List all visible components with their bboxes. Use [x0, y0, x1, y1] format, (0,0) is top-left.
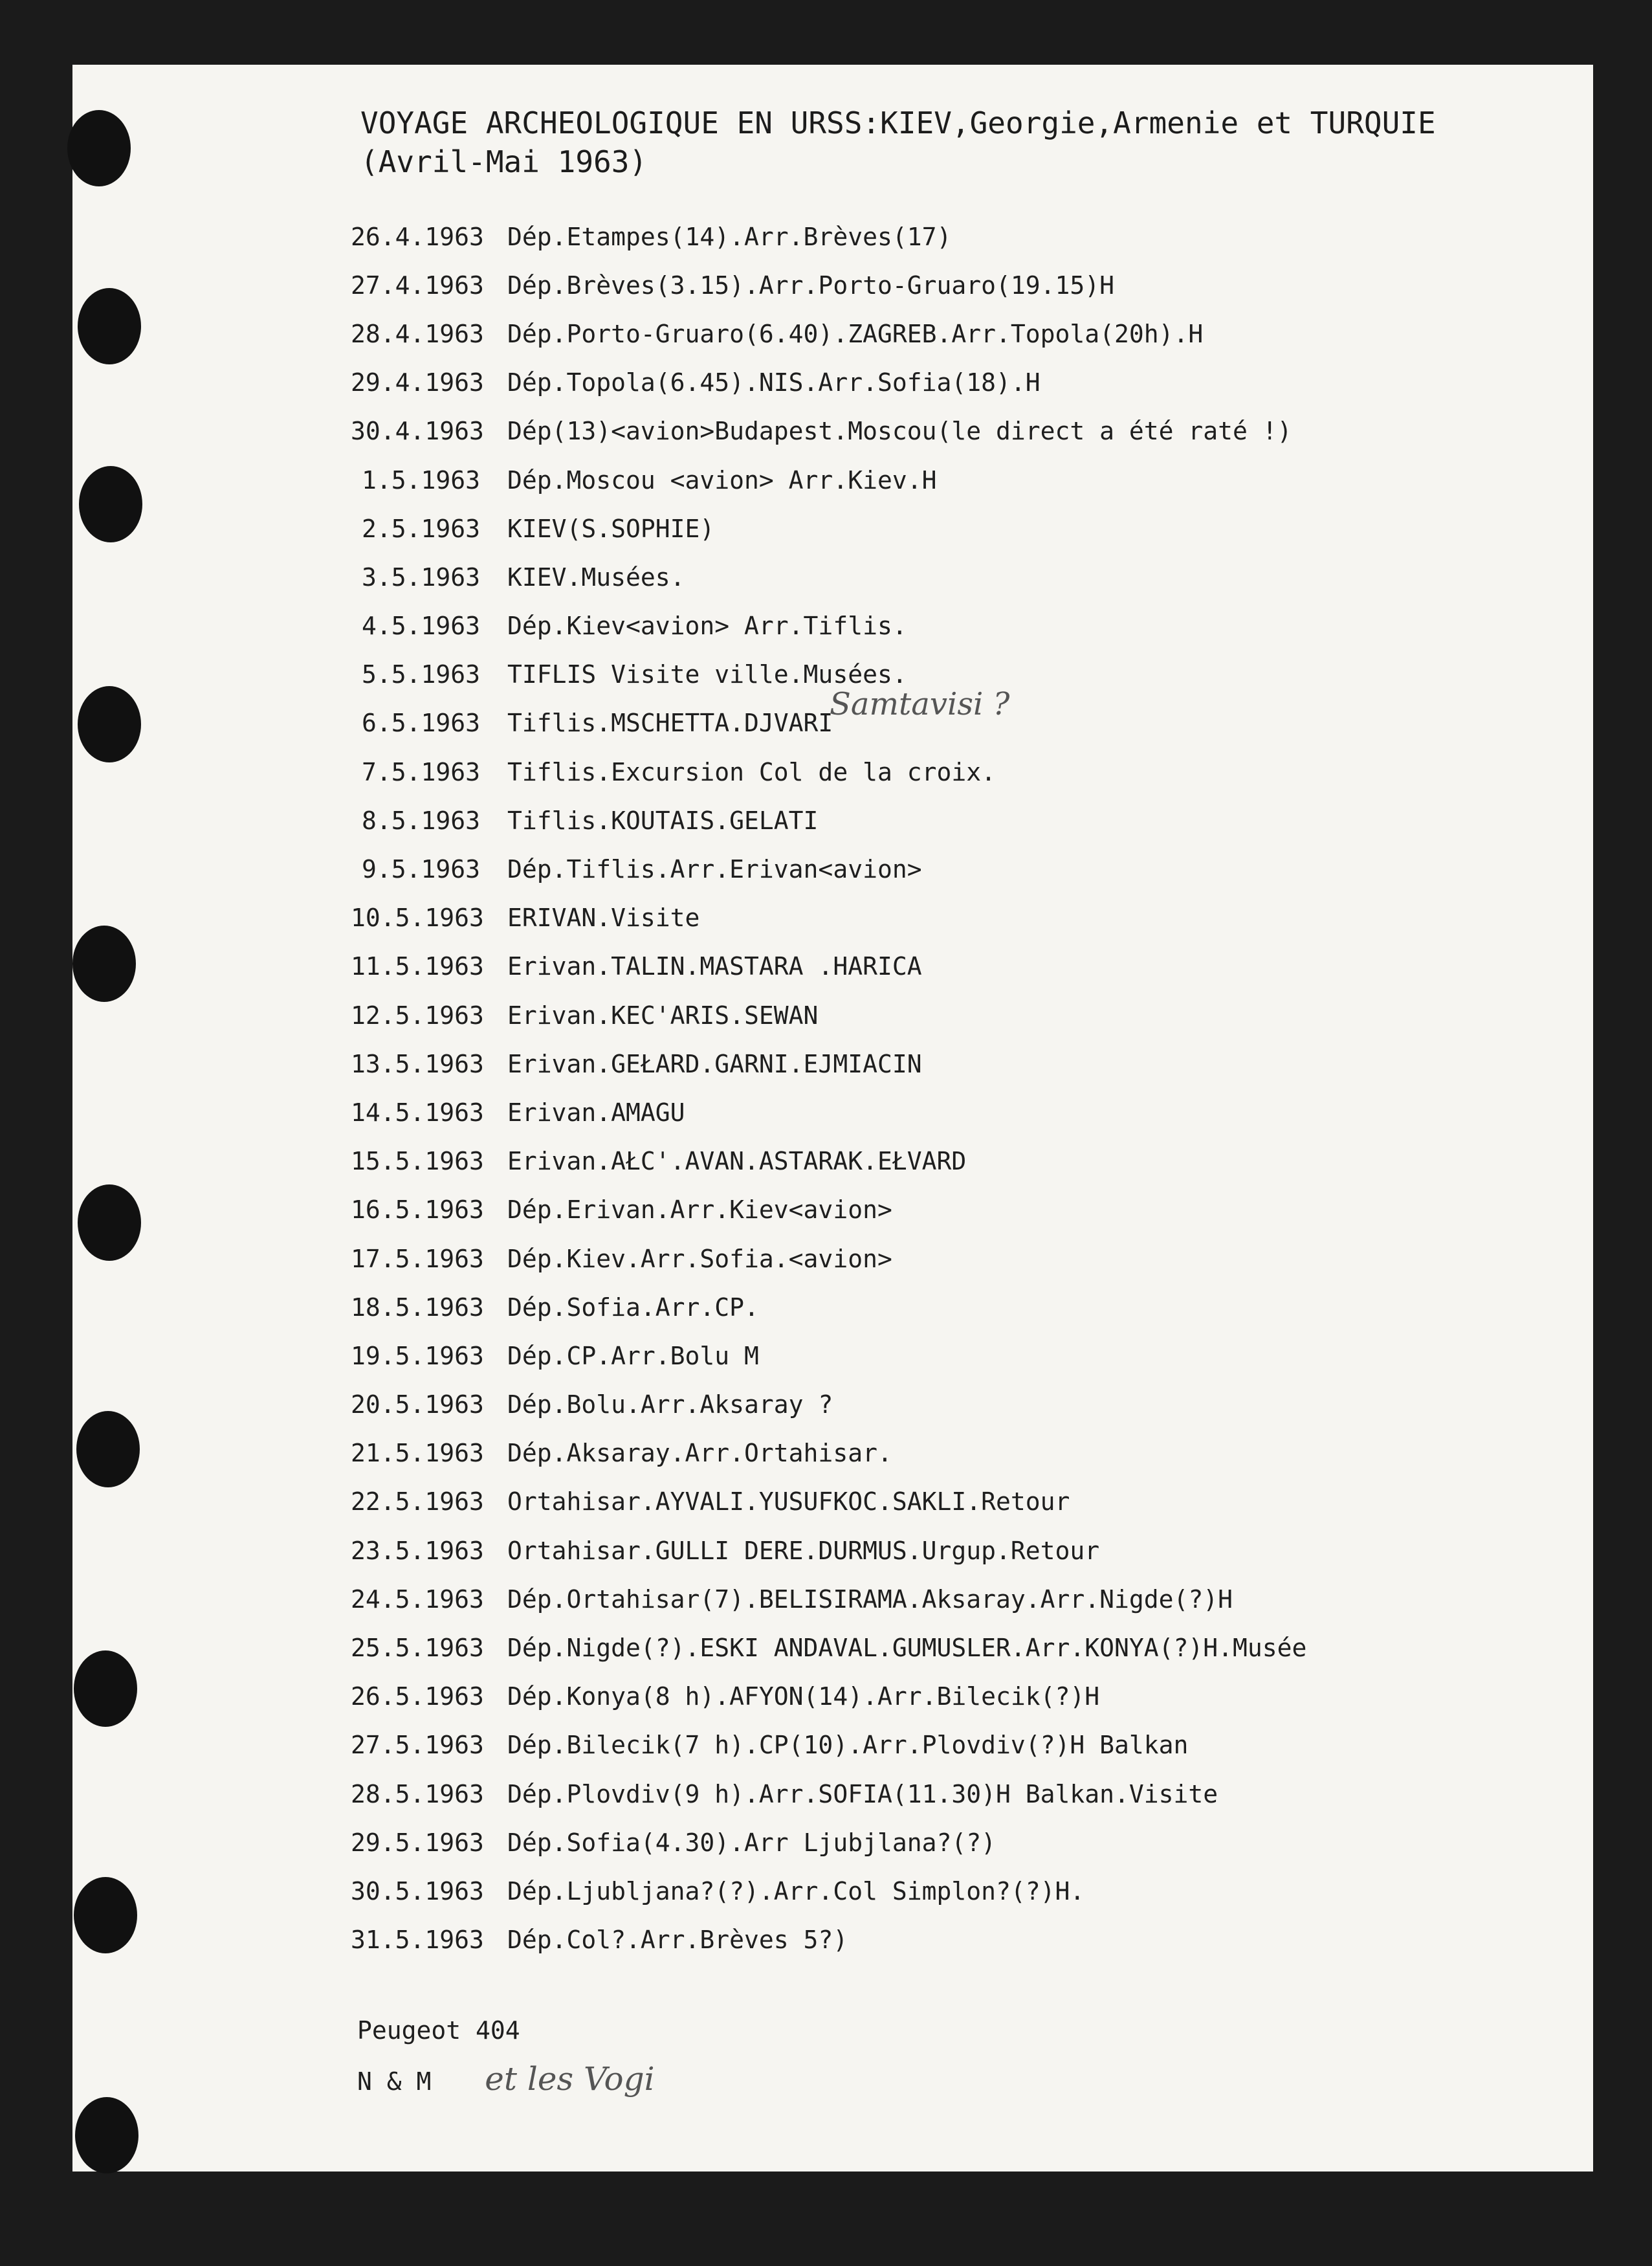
itinerary-list	[351, 212, 1515, 1964]
entry-date: 18.5.1963	[351, 1293, 484, 1322]
entry-date: 28.4.1963	[351, 319, 484, 348]
entry-text: Dép.Nigde(?).ESKI ANDAVAL.GUMUSLER.Arr.KONYA(?)H.Musée	[507, 1634, 1307, 1663]
entry-text: Dép(13)<avion>Budapest.Moscou(le direct a été raté !)	[507, 417, 1292, 446]
handwritten-note-vogi: et les Vogi	[485, 2060, 655, 2098]
entry-date: 28.5.1963	[351, 1779, 484, 1808]
itinerary-entry	[351, 894, 1515, 942]
title-line-2: (Avril-Mai 1963)	[360, 144, 648, 179]
entry-text: Dép.Ortahisar(7).BELISIRAMA.Aksaray.Arr.Nigde(?)H	[507, 1584, 1233, 1614]
entry-date: 25.5.1963	[351, 1634, 484, 1663]
itinerary-entry	[351, 1283, 1515, 1331]
entry-text: Erivan.AMAGU	[507, 1098, 685, 1127]
entry-date: 16.5.1963	[351, 1195, 484, 1225]
entry-text: Dép.Brèves(3.15).Arr.Porto-Gruaro(19.15)H	[507, 271, 1114, 300]
title-line-1: VOYAGE ARCHEOLOGIQUE EN URSS:KIEV,Georgie,Armenie et TURQUIE	[360, 106, 1436, 140]
document-title	[360, 104, 1577, 181]
entry-date: 26.4.1963	[351, 222, 484, 251]
entry-date: 17.5.1963	[351, 1244, 484, 1273]
entry-date: 30.4.1963	[351, 417, 484, 446]
punch-hole	[76, 1411, 140, 1487]
itinerary-entry	[351, 1429, 1515, 1478]
punch-hole	[74, 1877, 137, 1953]
punch-hole	[74, 1650, 137, 1727]
entry-text: Dép.Plovdiv(9 h).Arr.SOFIA(11.30)H Balkan.Visite	[507, 1779, 1218, 1808]
entry-date: 5.5.1963	[361, 660, 480, 689]
itinerary-entry	[351, 1381, 1515, 1429]
entry-text: Dép.CP.Arr.Bolu M	[507, 1341, 759, 1370]
entry-date: 9.5.1963	[361, 855, 480, 884]
entry-text: Dép.Bilecik(7 h).CP(10).Arr.Plovdiv(?)H Balkan	[507, 1731, 1189, 1760]
itinerary-entry	[351, 1916, 1515, 1964]
entry-text: Tiflis.MSCHETTA.DJVARI	[507, 709, 833, 738]
itinerary-entry	[351, 1818, 1515, 1867]
itinerary-entry	[351, 1526, 1515, 1575]
footer-people	[357, 2055, 655, 2104]
entry-date: 2.5.1963	[361, 514, 480, 543]
itinerary-entry	[351, 1039, 1515, 1088]
itinerary-entry	[351, 1770, 1515, 1818]
entry-text: Dép.Kiev<avion> Arr.Tiflis.	[507, 612, 907, 641]
entry-date: 26.5.1963	[351, 1682, 484, 1711]
punch-hole	[78, 686, 141, 762]
entry-text: Dép.Bolu.Arr.Aksaray ?	[507, 1390, 833, 1419]
itinerary-entry	[351, 309, 1515, 358]
entry-text: Dép.Etampes(14).Arr.Brèves(17)	[507, 222, 952, 251]
entry-text: Dép.Kiev.Arr.Sofia.<avion>	[507, 1244, 892, 1273]
footer-car: Peugeot 404	[357, 2016, 520, 2045]
itinerary-entry	[351, 1623, 1515, 1672]
entry-text: Erivan.KEC'ARIS.SEWAN	[507, 1001, 819, 1030]
entry-date: 15.5.1963	[351, 1147, 484, 1176]
itinerary-entry	[351, 212, 1515, 261]
itinerary-entry	[351, 942, 1515, 991]
entry-text: Dép.Aksaray.Arr.Ortahisar.	[507, 1439, 892, 1468]
entry-text: Tiflis.KOUTAIS.GELATI	[507, 806, 819, 835]
entry-text: ERIVAN.Visite	[507, 904, 700, 933]
entry-text: Dép.Porto-Gruaro(6.40).ZAGREB.Arr.Topola(20h).H	[507, 319, 1204, 348]
entry-date: 29.4.1963	[351, 368, 484, 397]
itinerary-entry	[351, 553, 1515, 601]
entry-text: KIEV(S.SOPHIE)	[507, 514, 715, 543]
footer	[357, 2006, 655, 2104]
footer-people-text: N & M	[357, 2067, 432, 2096]
entry-text: Dép.Sofia(4.30).Arr Ljubjlana?(?)	[507, 1828, 996, 1857]
punch-hole	[78, 288, 141, 364]
itinerary-entry	[351, 1867, 1515, 1915]
entry-date: 14.5.1963	[351, 1098, 484, 1127]
itinerary-entry	[351, 1575, 1515, 1623]
entry-text: Dép.Sofia.Arr.CP.	[507, 1293, 759, 1322]
entry-date: 10.5.1963	[351, 904, 484, 933]
paper-sheet	[72, 65, 1593, 2172]
entry-text: Ortahisar.GULLI DERE.DURMUS.Urgup.Retour	[507, 1536, 1100, 1565]
itinerary-entry	[351, 1721, 1515, 1770]
itinerary-entry	[351, 1137, 1515, 1186]
entry-text: Tiflis.Excursion Col de la croix.	[507, 757, 996, 786]
itinerary-entry	[351, 748, 1515, 796]
punch-hole	[78, 1184, 141, 1261]
entry-date: 30.5.1963	[351, 1876, 484, 1905]
punch-hole	[72, 926, 136, 1002]
itinerary-entry	[351, 796, 1515, 845]
itinerary-entry	[351, 1234, 1515, 1283]
entry-date: 27.4.1963	[351, 271, 484, 300]
entry-text: Dép.Col?.Arr.Brèves 5?)	[507, 1926, 848, 1955]
entry-date: 11.5.1963	[351, 952, 484, 981]
punch-hole	[75, 2097, 138, 2173]
entry-text: Erivan.TALIN.MASTARA .HARICA	[507, 952, 922, 981]
itinerary-entry	[351, 1478, 1515, 1526]
entry-date: 4.5.1963	[361, 612, 480, 641]
entry-date: 6.5.1963	[361, 709, 480, 738]
entry-date: 3.5.1963	[361, 562, 480, 592]
itinerary-entry	[351, 845, 1515, 893]
entry-date: 8.5.1963	[361, 806, 480, 835]
entry-date: 12.5.1963	[351, 1001, 484, 1030]
punch-hole	[79, 466, 142, 542]
entry-date: 23.5.1963	[351, 1536, 484, 1565]
itinerary-entry	[351, 1331, 1515, 1380]
entry-date: 21.5.1963	[351, 1439, 484, 1468]
entry-date: 7.5.1963	[361, 757, 480, 786]
entry-text: Ortahisar.AYVALI.YUSUFKOC.SAKLI.Retour	[507, 1487, 1070, 1516]
entry-text: Dép.Ljubljana?(?).Arr.Col Simplon?(?)H.	[507, 1876, 1085, 1905]
entry-date: 22.5.1963	[351, 1487, 484, 1516]
itinerary-entry	[351, 407, 1515, 456]
entry-date: 29.5.1963	[351, 1828, 484, 1857]
entry-text: Erivan.GEŁARD.GARNI.EJMIACIN	[507, 1049, 922, 1078]
entry-text: KIEV.Musées.	[507, 562, 685, 592]
entry-date: 1.5.1963	[361, 465, 480, 494]
entry-text: Dép.Tiflis.Arr.Erivan<avion>	[507, 855, 922, 884]
itinerary-entry	[351, 991, 1515, 1039]
entry-text: Dép.Erivan.Arr.Kiev<avion>	[507, 1195, 892, 1225]
entry-date: 20.5.1963	[351, 1390, 484, 1419]
itinerary-entry	[351, 1186, 1515, 1234]
entry-date: 27.5.1963	[351, 1731, 484, 1760]
itinerary-entry	[351, 261, 1515, 309]
punch-hole	[67, 110, 131, 186]
itinerary-entry	[351, 504, 1515, 553]
entry-date: 31.5.1963	[351, 1926, 484, 1955]
itinerary-entry	[351, 1672, 1515, 1721]
itinerary-entry	[351, 359, 1515, 407]
entry-text: Dép.Konya(8 h).AFYON(14).Arr.Bilecik(?)H	[507, 1682, 1100, 1711]
itinerary-entry	[351, 456, 1515, 504]
handwritten-note-samtavisi: Samtavisi ?	[830, 686, 1010, 722]
entry-text: Dép.Topola(6.45).NIS.Arr.Sofia(18).H	[507, 368, 1041, 397]
entry-date: 24.5.1963	[351, 1584, 484, 1614]
entry-text: Erivan.AŁC'.AVAN.ASTARAK.EŁVARD	[507, 1147, 967, 1176]
entry-text: TIFLIS Visite ville.Musées.	[507, 660, 907, 689]
itinerary-entry	[351, 602, 1515, 650]
itinerary-entry	[351, 1088, 1515, 1137]
entry-date: 13.5.1963	[351, 1049, 484, 1078]
entry-text: Dép.Moscou <avion> Arr.Kiev.H	[507, 465, 937, 494]
entry-date: 19.5.1963	[351, 1341, 484, 1370]
